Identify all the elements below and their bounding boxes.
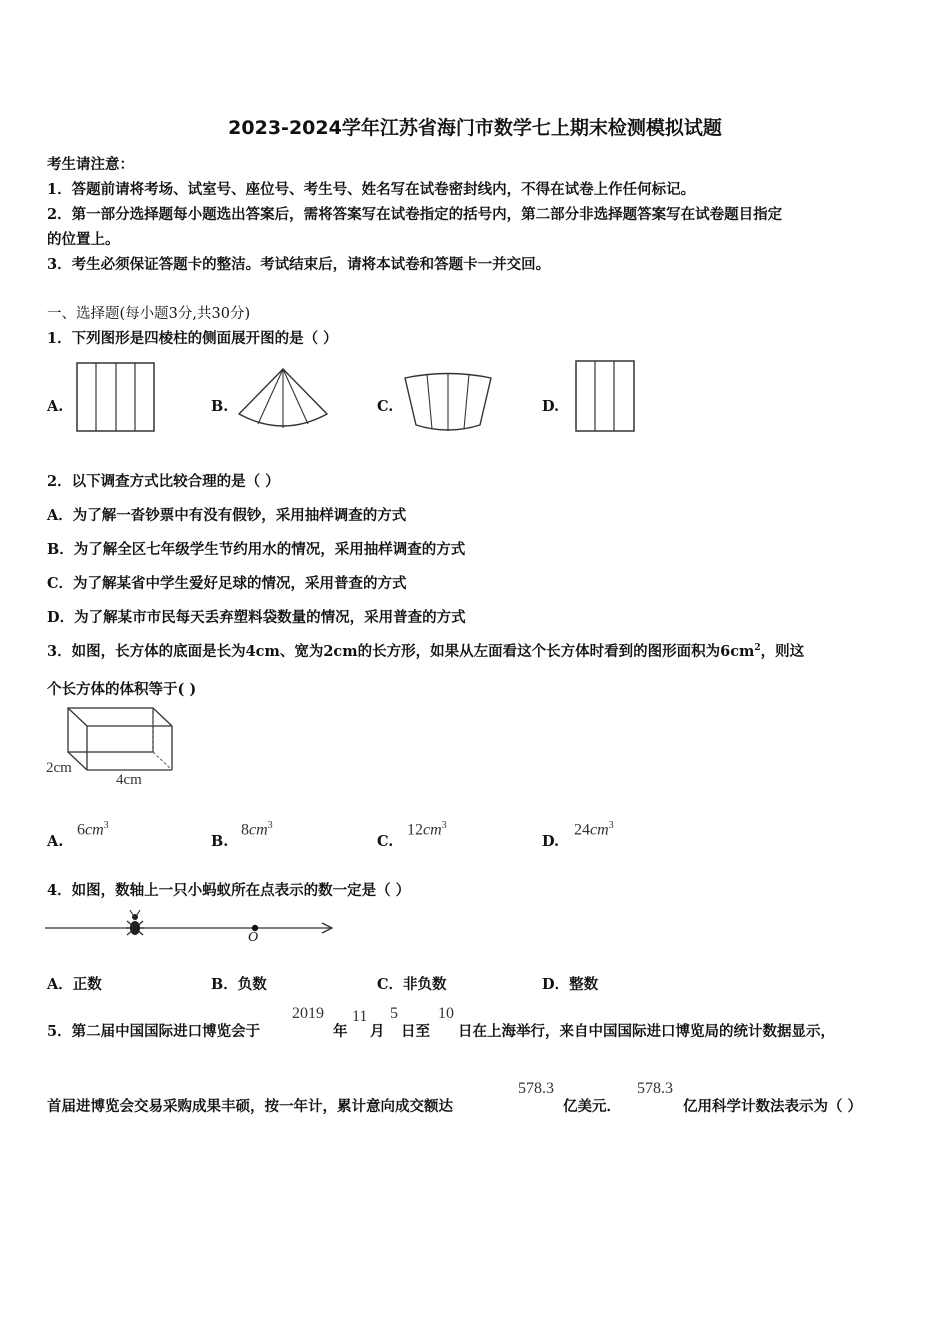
q3-fig-length-label: 4cm	[116, 772, 142, 788]
q5-text-4: 亿用科学计数法表示为（ ）	[683, 1098, 863, 1115]
q5-amount: 578.3	[518, 1080, 554, 1097]
q3-option-b-label: B.	[211, 833, 229, 850]
q1-stem: 1．下列图形是四棱柱的侧面展开图的是（ ）	[47, 330, 338, 347]
section-heading: 一、选择题(每小题3分,共30分)	[47, 306, 251, 322]
q4-option-d: D．整数	[542, 976, 599, 993]
q3-option-d-value: $24cm^3$	[574, 820, 614, 839]
ant-icon	[126, 910, 144, 935]
q1-figure-b	[236, 366, 331, 436]
notice-item-2a: 2．第一部分选择题每小题选出答案后，需将答案写在试卷指定的括号内，第二部分非选择题答案写在试卷题目指定	[47, 206, 783, 223]
q1-option-a-label: A.	[47, 398, 64, 415]
notice-item-3: 3．考生必须保证答题卡的整洁。考试结束后，请将本试卷和答题卡一并交回。	[47, 256, 551, 273]
q5-year: 2019	[292, 1005, 324, 1022]
q3-option-d-label: D.	[542, 833, 560, 850]
q5-text-unit: 亿美元．	[563, 1098, 621, 1115]
q1-figure-c	[402, 373, 494, 435]
notice-heading: 考生请注意：	[47, 156, 134, 173]
notice-item-1: 1．答题前请将考场、试室号、座位号、考生号、姓名写在试卷密封线内，不得在试卷上作任何标记。	[47, 181, 696, 198]
q5-text-3: 首届进博览会交易采购成果丰硕，按一年计，累计意向成交额达	[47, 1098, 453, 1115]
q5-amount-2: 578.3	[637, 1080, 673, 1097]
q5-day-start: 5	[390, 1005, 398, 1022]
q3-option-c-label: C.	[377, 833, 394, 850]
q4-number-line	[45, 912, 340, 942]
q2-option-d: D．为了解某市市民每天丢弃塑料袋数量的情况，采用普查的方式	[47, 609, 466, 626]
q4-option-b: B．负数	[211, 976, 267, 993]
notice-item-2b: 的位置上。	[47, 231, 120, 248]
q3-option-b-value: $8cm^3$	[241, 820, 273, 839]
q3-option-a-value: $6cm^3$	[77, 820, 109, 839]
q2-option-b: B．为了解全区七年级学生节约用水的情况，采用抽样调查的方式	[47, 541, 466, 558]
q4-stem: 4．如图，数轴上一只小蚂蚁所在点表示的数一定是（ ）	[47, 882, 411, 899]
q1-figure-a	[76, 362, 156, 434]
q1-option-d-label: D.	[542, 398, 560, 415]
q3-stem-superscript: 2	[754, 643, 761, 654]
q2-option-a: A．为了解一沓钞票中有没有假钞，采用抽样调查的方式	[47, 507, 407, 524]
q3-fig-width-label: 2cm	[46, 760, 72, 776]
q4-option-c: C．非负数	[377, 976, 447, 993]
q1-option-c-label: C.	[377, 398, 394, 415]
q3-stem-line2: 个长方体的体积等于( )	[47, 681, 197, 698]
q5-text-2: 日在上海举行，来自中国国际进口博览局的统计数据显示，	[458, 1023, 835, 1040]
q4-origin-label: O	[248, 930, 259, 945]
q1-figure-d	[575, 360, 637, 434]
q4-option-a: A．正数	[47, 976, 102, 993]
q5-text-to: 日至	[401, 1023, 430, 1040]
q5-month: 11	[352, 1008, 368, 1025]
page-title: 2023-2024学年江苏省海门市数学七上期末检测模拟试题	[228, 117, 722, 139]
q1-option-b-label: B.	[211, 398, 229, 415]
q3-option-c-value: $12cm^3$	[407, 820, 447, 839]
q2-stem: 2．以下调查方式比较合理的是（ ）	[47, 473, 280, 490]
q3-cuboid-figure	[66, 706, 176, 776]
q5-text-year: 年	[333, 1023, 348, 1040]
q3-stem-line1: 3．如图，长方体的底面是长为4cm、宽为2cm的长方形，如果从左面看这个长方体时看到的图形面积为$6cm^2$，则这	[47, 643, 805, 660]
q2-option-c: C．为了解某省中学生爱好足球的情况，采用普查的方式	[47, 575, 407, 592]
q5-text-1: 5．第二届中国国际进口博览会于	[47, 1023, 261, 1040]
q5-text-month: 月	[370, 1023, 385, 1040]
q3-option-a-label: A.	[47, 833, 64, 850]
q5-day-end: 10	[438, 1005, 454, 1022]
